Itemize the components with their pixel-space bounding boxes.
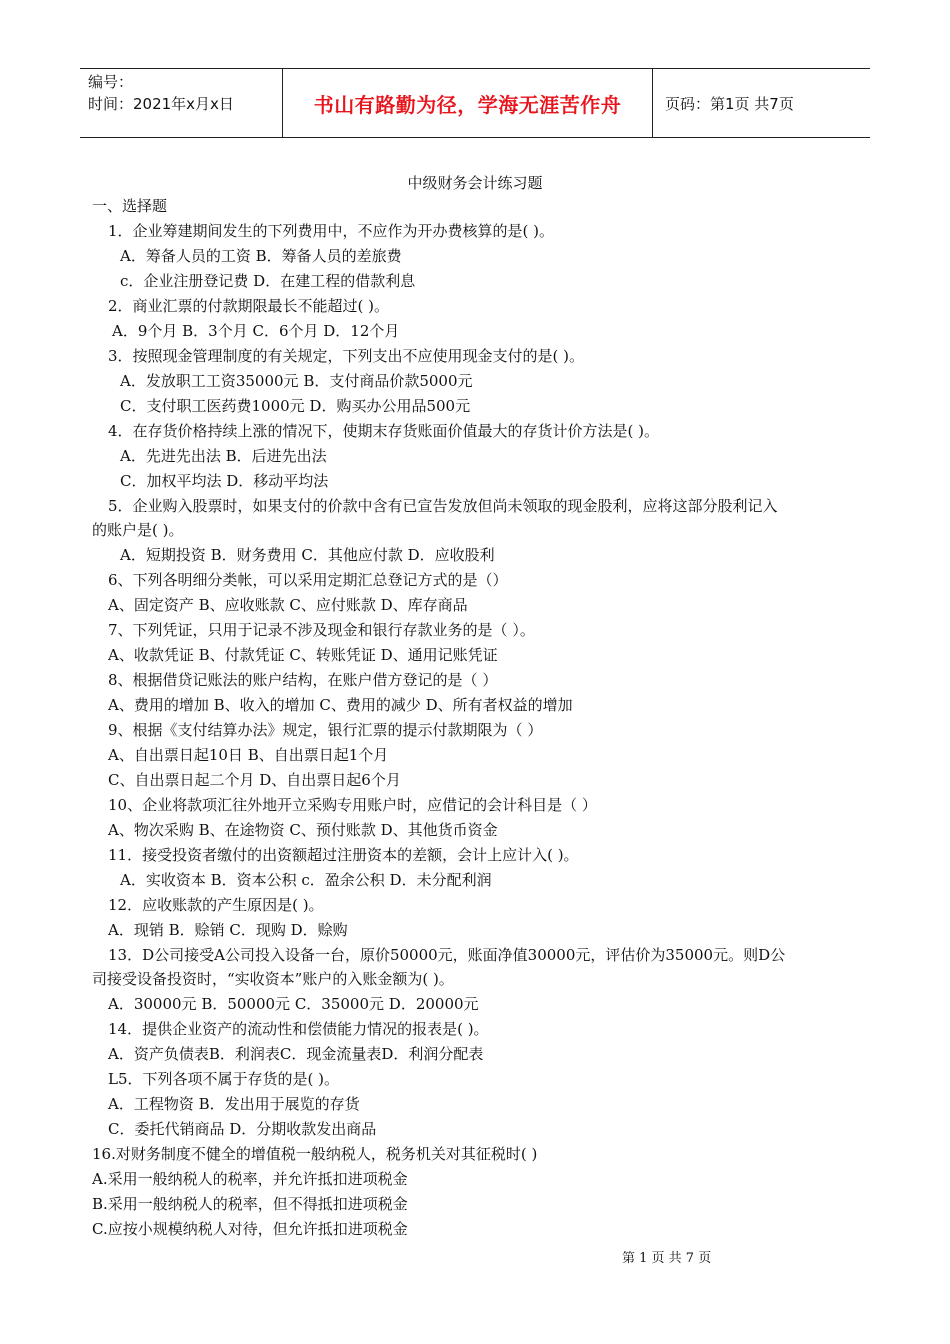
document-title: 中级财务会计练习题	[407, 174, 543, 192]
number-label: 编号：	[88, 73, 134, 91]
question-line: C、自出票日起二个月 D、自出票日起6个月	[108, 771, 401, 789]
question-line: 3．按照现金管理制度的有关规定，下列支出不应使用现金支付的是( )。	[108, 347, 585, 365]
question-line: A、固定资产 B、应收账款 C、应付账款 D、库存商品	[108, 596, 468, 614]
question-line: 13．D公司接受A公司投入设备一台，原价50000元，账面净值30000元，评估价为35000元。则D公	[108, 946, 786, 964]
page-label: 页码：第1页 共7页	[665, 94, 794, 113]
question-line: A．筹备人员的工资 B．筹备人员的差旅费	[120, 247, 402, 265]
question-line: 2．商业汇票的付款期限最长不能超过( )。	[108, 297, 390, 315]
header-info-cell	[80, 69, 283, 137]
question-line: 10、企业将款项汇往外地开立采购专用账户时，应借记的会计科目是（ ）	[108, 796, 597, 814]
question-line: 11．接受投资者缴付的出资额超过注册资本的差额，会计上应计入( )。	[108, 846, 579, 864]
question-line: A．短期投资 B．财务费用 C．其他应付款 D．应收股利	[120, 546, 495, 564]
question-line: A.采用一般纳税人的税率，并允许抵扣进项税金	[92, 1170, 408, 1188]
header-table	[80, 68, 870, 138]
question-line: A、费用的增加 B、收入的增加 C、费用的减少 D、所有者权益的增加	[108, 696, 573, 714]
question-line: A．现销 B．赊销 C．现购 D．赊购	[108, 921, 348, 939]
question-line: A．资产负债表B．利润表C．现金流量表D．利润分配表	[108, 1045, 484, 1063]
question-line: A、收款凭证 B、付款凭证 C、转账凭证 D、通用记账凭证	[108, 646, 498, 664]
question-line: A、物次采购 B、在途物资 C、预付账款 D、其他货币资金	[108, 821, 498, 839]
question-line: B.采用一般纳税人的税率，但不得抵扣进项税金	[92, 1195, 408, 1213]
date-label: 时间：2021年x月x日	[88, 95, 234, 113]
question-line: 14．提供企业资产的流动性和偿债能力情况的报表是( )。	[108, 1020, 489, 1038]
question-line: L5．下列各项不属于存货的是( )。	[108, 1070, 339, 1088]
question-line: A．先进先出法 B．后进先出法	[120, 447, 327, 465]
question-line: A．30000元 B．50000元 C．35000元 D．20000元	[108, 995, 479, 1013]
question-line: 12．应收账款的产生原因是( )。	[108, 896, 324, 914]
motto: 书山有路勤为径，学海无涯苦作舟	[283, 69, 653, 137]
question-line: A．发放职工工资35000元 B．支付商品价款5000元	[120, 372, 473, 390]
question-line: A．9个月 B．3个月 C．6个月 D．12个月	[112, 322, 400, 340]
question-line: 1．企业筹建期间发生的下列费用中，不应作为开办费核算的是( )。	[108, 222, 555, 240]
section-heading: 一、选择题	[92, 197, 168, 215]
question-line: 8、根据借贷记账法的账户结构，在账户借方登记的是（ ）	[108, 671, 498, 689]
question-line: C．支付职工医药费1000元 D．购买办公用品500元	[120, 397, 471, 415]
question-line: A．工程物资 B．发出用于展览的存货	[108, 1095, 360, 1113]
footer-page-number: 第 1 页 共 7 页	[622, 1251, 712, 1266]
question-line: C.应按小规模纳税人对待，但允许抵扣进项税金	[92, 1220, 408, 1238]
question-line: C．委托代销商品 D．分期收款发出商品	[108, 1120, 377, 1138]
question-line: A、自出票日起10日 B、自出票日起1个月	[108, 746, 389, 764]
question-line: A．实收资本 B．资本公积 c．盈余公积 D．未分配利润	[120, 871, 492, 889]
question-line: 4．在存货价格持续上涨的情况下，使期末存货账面价值最大的存货计价方法是( )。	[108, 422, 660, 440]
question-line: 9、根据《支付结算办法》规定，银行汇票的提示付款期限为（ ）	[108, 721, 543, 739]
question-line: 7、下列凭证，只用于记录不涉及现金和银行存款业务的是（ ）。	[108, 621, 535, 639]
question-line: 6、下列各明细分类帐，可以采用定期汇总登记方式的是（）	[108, 571, 508, 589]
question-line: 的账户是( )。	[92, 521, 184, 539]
question-line: 5．企业购入股票时，如果支付的价款中含有已宣告发放但尚未领取的现金股利，应将这部分股利记入	[108, 497, 778, 515]
question-line: C．加权平均法 D．移动平均法	[120, 472, 329, 490]
question-line: 16.对财务制度不健全的增值税一般纳税人，税务机关对其征税时( )	[92, 1145, 538, 1163]
question-line: c．企业注册登记费 D．在建工程的借款利息	[120, 272, 416, 290]
question-line: 司接受设备投资时，“实收资本”账户的入账金额为( )。	[92, 970, 454, 988]
